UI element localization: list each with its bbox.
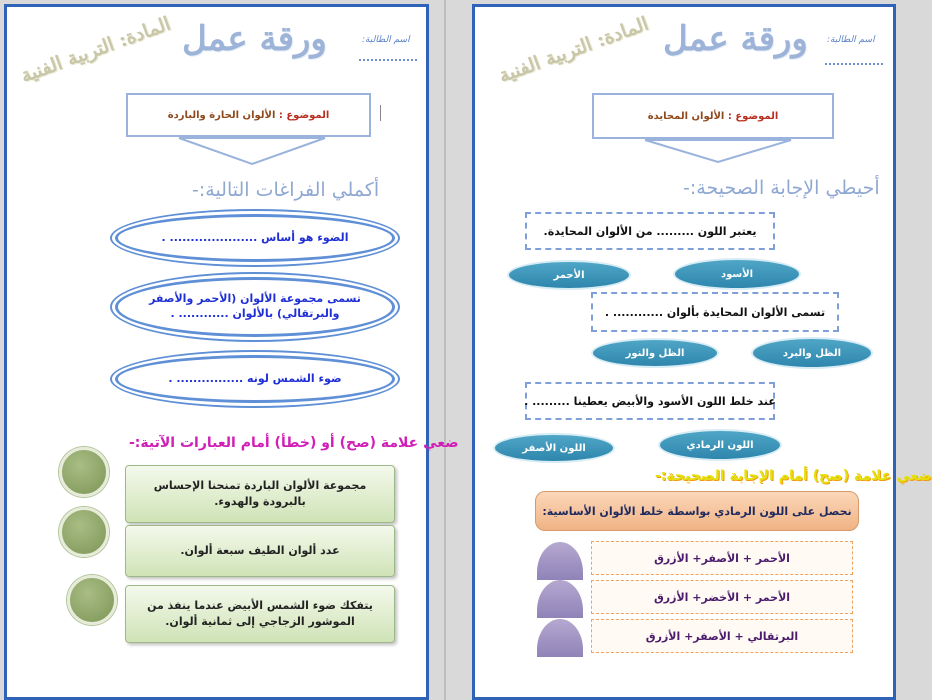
student-name-field[interactable] — [825, 63, 883, 65]
statement-scroll: مجموعة الألوان الباردة تمنحنا الإحساس بالبرودة والهدوء. — [125, 465, 395, 523]
answer-arch[interactable] — [537, 580, 583, 618]
worksheet-page-neutral — [472, 4, 932, 700]
option-oval[interactable]: الأسود — [675, 260, 799, 288]
page-title: ورقة عمل — [182, 19, 327, 59]
mix-option-box: البرتقالي + الأصفر+ الأزرق — [591, 619, 853, 653]
mix-option-box: الأحمر + الأخضر+ الأزرق — [591, 580, 853, 614]
option-oval[interactable]: الظل والنور — [593, 340, 717, 366]
answer-arch[interactable] — [537, 619, 583, 657]
question-box: تسمى الألوان المحايدة بألوان ............ . — [591, 292, 839, 332]
student-name-label: اسم الطالبة: — [827, 35, 875, 45]
mix-question-box: نحصل على اللون الرمادي بواسطة خلط الألوان الأساسية: — [535, 491, 859, 531]
subject-stamp: المادة: التربية الفنية — [17, 12, 174, 88]
fill-item: ضوء الشمس لونه ................ . — [115, 355, 395, 403]
answer-arch[interactable] — [537, 542, 583, 580]
topic-arrow — [177, 136, 327, 166]
page-title: ورقة عمل — [663, 19, 808, 59]
text-cursor — [380, 105, 381, 121]
topic-value: الألوان المحايدة — [647, 110, 725, 122]
question-box: عند خلط اللون الأسود والأبيض يعطينا ......... . — [525, 382, 775, 420]
fill-item: الضوء هو أساس ..................... . — [115, 214, 395, 262]
topic-key: الموضوع : — [727, 110, 779, 122]
option-oval[interactable]: اللون الرمادي — [660, 431, 780, 459]
mix-option-box: الأحمر + الأصفر+ الأزرق — [591, 541, 853, 575]
student-name-field[interactable] — [359, 59, 417, 61]
page-separator — [444, 0, 446, 700]
option-oval[interactable]: اللون الأصفر — [495, 435, 613, 461]
option-oval[interactable]: الأحمر — [509, 262, 629, 288]
answer-circle[interactable] — [67, 575, 117, 625]
fill-blanks-heading: أكملي الفراغات التالية:- — [192, 179, 380, 201]
answer-circle[interactable] — [59, 447, 109, 497]
statement-scroll: يتفكك ضوء الشمس الأبيض عندما ينفذ من الموشور الزجاجي إلى ثمانية ألوان. — [125, 585, 395, 643]
topic-box — [592, 93, 834, 139]
true-false-heading: ضعي علامة (صح) أمام الإجابة الصحيحة:- — [655, 468, 932, 484]
option-oval[interactable]: الظل والبرد — [753, 339, 871, 367]
question-box: يعتبر اللون ......... من الألوان المحايدة. — [525, 212, 775, 250]
choose-heading: أحيطي الإجابة الصحيحة:- — [683, 177, 880, 199]
true-false-heading: ضعي علامة (صح) أو (خطأ) أمام العبارات الآتية:- — [129, 435, 459, 451]
student-name-label: اسم الطالبة: — [362, 35, 410, 45]
topic-arrow — [643, 138, 793, 164]
topic-box — [126, 93, 371, 137]
worksheet-page-warm-cold — [4, 4, 459, 700]
topic-key: الموضوع : — [278, 109, 330, 121]
topic-value: الألوان الحارة والباردة — [167, 109, 276, 121]
statement-scroll: عدد ألوان الطيف سبعة ألوان. — [125, 525, 395, 577]
fill-item: تسمى مجموعة الألوان (الأحمر والأصفر والبرتقالي) بالألوان ............ . — [115, 277, 395, 337]
subject-stamp: المادة: التربية الفنية — [495, 12, 652, 88]
answer-circle[interactable] — [59, 507, 109, 557]
